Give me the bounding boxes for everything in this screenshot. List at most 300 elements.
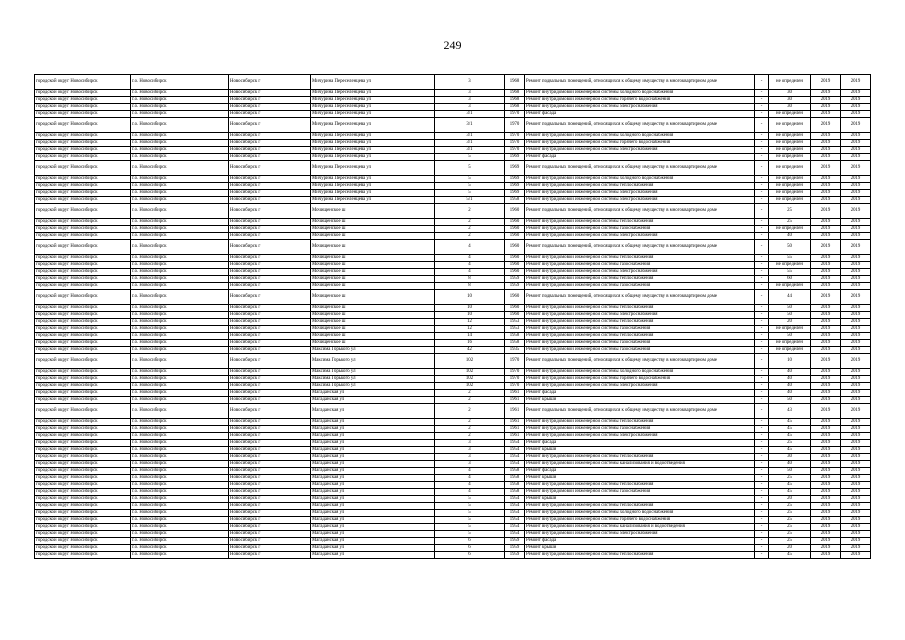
- locality-cell: Новосибирск г: [229, 376, 311, 383]
- table-row: [35, 461, 871, 468]
- municipal-district-cell: городской округ Новосибирск: [35, 183, 131, 190]
- municipal-district-cell: городской округ Новосибирск: [35, 204, 131, 219]
- locality-cell: Новосибирск г: [229, 111, 311, 118]
- plan-year-cell: 2019: [811, 496, 841, 503]
- house-number-cell: 2: [435, 433, 505, 440]
- plan-year-end-cell: 2019: [841, 468, 871, 475]
- plan-year-cell: 2019: [811, 404, 841, 419]
- locality-cell: Новосибирск г: [229, 312, 311, 319]
- locality-cell: Новосибирск г: [229, 354, 311, 369]
- work-type-cell: Ремонт внутридомовой инженерной системы канализования и водоотведения: [525, 461, 755, 468]
- municipal-district-cell: городской округ Новосибирск: [35, 276, 131, 283]
- settlement-cell: г.о. Новосибирск: [131, 233, 229, 240]
- work-type-cell: Ремонт внутридомовой инженерной системы электроснабжения: [525, 197, 755, 204]
- table-row: [35, 397, 871, 404]
- build-year-cell: 1960: [505, 226, 525, 233]
- house-number-cell: 5: [435, 154, 505, 161]
- table-row: [35, 219, 871, 226]
- plan-year-end-cell: 2019: [841, 390, 871, 397]
- work-type-cell: Ремонт фасада: [525, 154, 755, 161]
- municipal-district-cell: городской округ Новосибирск: [35, 226, 131, 233]
- build-year-cell: 1961: [505, 419, 525, 426]
- repair-schedule-table: [34, 74, 871, 559]
- plan-year-cell: 2019: [811, 447, 841, 454]
- plan-year-end-cell: 2019: [841, 305, 871, 312]
- settlement-cell: г.о. Новосибирск: [131, 269, 229, 276]
- wear-cell: 25: [769, 475, 811, 482]
- plan-year-cell: 2019: [811, 482, 841, 489]
- house-number-cell: 10: [435, 290, 505, 305]
- dash-cell: -: [755, 333, 769, 340]
- street-cell: Магаданская ул: [311, 440, 435, 447]
- build-year-cell: 1954: [505, 447, 525, 454]
- wear-cell: не определен: [769, 340, 811, 347]
- table-row: [35, 369, 871, 376]
- plan-year-cell: 2019: [811, 489, 841, 496]
- settlement-cell: г.о. Новосибирск: [131, 376, 229, 383]
- settlement-cell: г.о. Новосибирск: [131, 397, 229, 404]
- street-cell: Магаданская ул: [311, 426, 435, 433]
- plan-year-end-cell: 2019: [841, 333, 871, 340]
- build-year-cell: 1968: [505, 104, 525, 111]
- street-cell: Мочищенское ш: [311, 305, 435, 312]
- municipal-district-cell: городской округ Новосибирск: [35, 233, 131, 240]
- house-number-cell: 4: [435, 255, 505, 262]
- plan-year-cell: 2019: [811, 133, 841, 140]
- street-cell: Мочищенское ш: [311, 204, 435, 219]
- plan-year-end-cell: 2019: [841, 140, 871, 147]
- build-year-cell: 1960: [505, 219, 525, 226]
- plan-year-cell: 2019: [811, 397, 841, 404]
- table-row: [35, 482, 871, 489]
- plan-year-end-cell: 2019: [841, 75, 871, 90]
- plan-year-end-cell: 2019: [841, 283, 871, 290]
- plan-year-cell: 2019: [811, 333, 841, 340]
- locality-cell: Новосибирск г: [229, 397, 311, 404]
- plan-year-end-cell: 2019: [841, 183, 871, 190]
- dash-cell: -: [755, 262, 769, 269]
- wear-cell: 30: [769, 104, 811, 111]
- build-year-cell: 1970: [505, 369, 525, 376]
- plan-year-end-cell: 2019: [841, 276, 871, 283]
- street-cell: Магаданская ул: [311, 468, 435, 475]
- dash-cell: -: [755, 340, 769, 347]
- house-number-cell: 3/1: [435, 147, 505, 154]
- table-row: [35, 204, 871, 219]
- table-row: [35, 426, 871, 433]
- table-row: [35, 283, 871, 290]
- work-type-cell: Ремонт внутридомовой инженерной системы электроснабжения: [525, 233, 755, 240]
- work-type-cell: Ремонт подвальных помещений, относящихся к общему имуществу в многоквартирном доме: [525, 240, 755, 255]
- settlement-cell: г.о. Новосибирск: [131, 133, 229, 140]
- settlement-cell: г.о. Новосибирск: [131, 517, 229, 524]
- settlement-cell: г.о. Новосибирск: [131, 496, 229, 503]
- wear-cell: 25: [769, 538, 811, 545]
- house-number-cell: 2: [435, 419, 505, 426]
- build-year-cell: 1970: [505, 140, 525, 147]
- locality-cell: Новосибирск г: [229, 154, 311, 161]
- plan-year-cell: 2019: [811, 383, 841, 390]
- house-number-cell: 4: [435, 240, 505, 255]
- house-number-cell: 3: [435, 97, 505, 104]
- work-type-cell: Ремонт внутридомовой инженерной системы газоснабжения: [525, 283, 755, 290]
- locality-cell: Новосибирск г: [229, 496, 311, 503]
- settlement-cell: г.о. Новосибирск: [131, 510, 229, 517]
- settlement-cell: г.о. Новосибирск: [131, 183, 229, 190]
- dash-cell: -: [755, 190, 769, 197]
- locality-cell: Новосибирск г: [229, 538, 311, 545]
- work-type-cell: Ремонт внутридомовой инженерной системы холодного водоснабжения: [525, 369, 755, 376]
- plan-year-cell: 2019: [811, 147, 841, 154]
- settlement-cell: г.о. Новосибирск: [131, 545, 229, 552]
- municipal-district-cell: городской округ Новосибирск: [35, 524, 131, 531]
- work-type-cell: Ремонт внутридомовой инженерной системы теплоснабжения: [525, 255, 755, 262]
- municipal-district-cell: городской округ Новосибирск: [35, 161, 131, 176]
- wear-cell: 40: [769, 461, 811, 468]
- plan-year-cell: 2019: [811, 176, 841, 183]
- dash-cell: -: [755, 531, 769, 538]
- table-row: [35, 538, 871, 545]
- table-row: [35, 147, 871, 154]
- plan-year-cell: 2019: [811, 340, 841, 347]
- table-row: [35, 383, 871, 390]
- wear-cell: 45: [769, 447, 811, 454]
- table-row: [35, 496, 871, 503]
- settlement-cell: г.о. Новосибирск: [131, 468, 229, 475]
- locality-cell: Новосибирск г: [229, 90, 311, 97]
- build-year-cell: 1954: [505, 531, 525, 538]
- plan-year-end-cell: 2019: [841, 290, 871, 305]
- plan-year-end-cell: 2019: [841, 319, 871, 326]
- street-cell: Магаданская ул: [311, 404, 435, 419]
- house-number-cell: 102: [435, 383, 505, 390]
- wear-cell: 45: [769, 552, 811, 559]
- municipal-district-cell: городской округ Новосибирск: [35, 118, 131, 133]
- municipal-district-cell: городской округ Новосибирск: [35, 468, 131, 475]
- settlement-cell: г.о. Новосибирск: [131, 118, 229, 133]
- dash-cell: -: [755, 347, 769, 354]
- street-cell: Мичурина Переселенцева ул: [311, 97, 435, 104]
- locality-cell: Новосибирск г: [229, 510, 311, 517]
- work-type-cell: Ремонт внутридомовой инженерной системы теплоснабжения: [525, 552, 755, 559]
- plan-year-end-cell: 2019: [841, 226, 871, 233]
- wear-cell: не определен: [769, 190, 811, 197]
- plan-year-end-cell: 2019: [841, 510, 871, 517]
- dash-cell: -: [755, 354, 769, 369]
- settlement-cell: г.о. Новосибирск: [131, 383, 229, 390]
- wear-cell: 43: [769, 404, 811, 419]
- wear-cell: не определен: [769, 140, 811, 147]
- locality-cell: Новосибирск г: [229, 147, 311, 154]
- house-number-cell: 3: [435, 447, 505, 454]
- dash-cell: -: [755, 538, 769, 545]
- wear-cell: 20: [769, 545, 811, 552]
- plan-year-cell: 2019: [811, 104, 841, 111]
- table-row: [35, 312, 871, 319]
- wear-cell: 40: [769, 369, 811, 376]
- wear-cell: 60: [769, 276, 811, 283]
- table-row: [35, 404, 871, 419]
- wear-cell: 40: [769, 233, 811, 240]
- locality-cell: Новосибирск г: [229, 176, 311, 183]
- municipal-district-cell: городской округ Новосибирск: [35, 290, 131, 305]
- house-number-cell: 3/1: [435, 118, 505, 133]
- dash-cell: -: [755, 133, 769, 140]
- street-cell: Мочищенское ш: [311, 333, 435, 340]
- build-year-cell: 1969: [505, 161, 525, 176]
- table-row: [35, 376, 871, 383]
- plan-year-end-cell: 2019: [841, 503, 871, 510]
- municipal-district-cell: городской округ Новосибирск: [35, 326, 131, 333]
- street-cell: Мочищенское ш: [311, 283, 435, 290]
- street-cell: Мочищенское ш: [311, 255, 435, 262]
- street-cell: Магаданская ул: [311, 545, 435, 552]
- locality-cell: Новосибирск г: [229, 104, 311, 111]
- house-number-cell: 5: [435, 496, 505, 503]
- plan-year-cell: 2019: [811, 440, 841, 447]
- locality-cell: Новосибирск г: [229, 340, 311, 347]
- settlement-cell: г.о. Новосибирск: [131, 419, 229, 426]
- settlement-cell: г.о. Новосибирск: [131, 283, 229, 290]
- dash-cell: -: [755, 226, 769, 233]
- plan-year-end-cell: 2019: [841, 376, 871, 383]
- municipal-district-cell: городской округ Новосибирск: [35, 433, 131, 440]
- settlement-cell: г.о. Новосибирск: [131, 333, 229, 340]
- work-type-cell: Ремонт крыши: [525, 496, 755, 503]
- dash-cell: -: [755, 90, 769, 97]
- street-cell: Мичурина Переселенцева ул: [311, 104, 435, 111]
- plan-year-end-cell: 2019: [841, 552, 871, 559]
- table-row: [35, 154, 871, 161]
- table-row: [35, 140, 871, 147]
- wear-cell: 25: [769, 510, 811, 517]
- municipal-district-cell: городской округ Новосибирск: [35, 419, 131, 426]
- work-type-cell: Ремонт внутридомовой инженерной системы канализования и водоотведения: [525, 524, 755, 531]
- settlement-cell: г.о. Новосибирск: [131, 140, 229, 147]
- work-type-cell: Ремонт крыши: [525, 397, 755, 404]
- plan-year-cell: 2019: [811, 376, 841, 383]
- plan-year-end-cell: 2019: [841, 404, 871, 419]
- locality-cell: Новосибирск г: [229, 475, 311, 482]
- build-year-cell: 1970: [505, 147, 525, 154]
- street-cell: Мичурина Переселенцева ул: [311, 118, 435, 133]
- work-type-cell: Ремонт внутридомовой инженерной системы теплоснабжения: [525, 276, 755, 283]
- dash-cell: -: [755, 468, 769, 475]
- street-cell: Мичурина Переселенцева ул: [311, 75, 435, 90]
- settlement-cell: г.о. Новосибирск: [131, 176, 229, 183]
- municipal-district-cell: городской округ Новосибирск: [35, 383, 131, 390]
- build-year-cell: 1969: [505, 154, 525, 161]
- street-cell: Магаданская ул: [311, 397, 435, 404]
- municipal-district-cell: городской округ Новосибирск: [35, 538, 131, 545]
- settlement-cell: г.о. Новосибирск: [131, 489, 229, 496]
- street-cell: Мочищенское ш: [311, 319, 435, 326]
- plan-year-end-cell: 2019: [841, 262, 871, 269]
- work-type-cell: Ремонт внутридомовой инженерной системы электроснабжения: [525, 312, 755, 319]
- dash-cell: -: [755, 276, 769, 283]
- table-row: [35, 226, 871, 233]
- dash-cell: -: [755, 204, 769, 219]
- street-cell: Магаданская ул: [311, 454, 435, 461]
- dash-cell: -: [755, 376, 769, 383]
- municipal-district-cell: городской округ Новосибирск: [35, 319, 131, 326]
- wear-cell: 25: [769, 204, 811, 219]
- table-row: [35, 176, 871, 183]
- work-type-cell: Ремонт подвальных помещений, относящихся к общему имуществу в многоквартирном доме: [525, 404, 755, 419]
- plan-year-end-cell: 2019: [841, 489, 871, 496]
- street-cell: Мочищенское ш: [311, 219, 435, 226]
- dash-cell: -: [755, 482, 769, 489]
- plan-year-cell: 2019: [811, 347, 841, 354]
- plan-year-end-cell: 2019: [841, 524, 871, 531]
- build-year-cell: 1960: [505, 290, 525, 305]
- table-row: [35, 524, 871, 531]
- work-type-cell: Ремонт фасада: [525, 111, 755, 118]
- wear-cell: 45: [769, 482, 811, 489]
- dash-cell: -: [755, 397, 769, 404]
- street-cell: Магаданская ул: [311, 510, 435, 517]
- plan-year-end-cell: 2019: [841, 419, 871, 426]
- wear-cell: не определен: [769, 133, 811, 140]
- house-number-cell: 5: [435, 176, 505, 183]
- locality-cell: Новосибирск г: [229, 326, 311, 333]
- locality-cell: Новосибирск г: [229, 369, 311, 376]
- dash-cell: -: [755, 75, 769, 90]
- plan-year-end-cell: 2019: [841, 440, 871, 447]
- plan-year-end-cell: 2019: [841, 133, 871, 140]
- settlement-cell: г.о. Новосибирск: [131, 354, 229, 369]
- municipal-district-cell: городской округ Новосибирск: [35, 475, 131, 482]
- municipal-district-cell: городской округ Новосибирск: [35, 154, 131, 161]
- locality-cell: Новосибирск г: [229, 161, 311, 176]
- plan-year-end-cell: 2019: [841, 426, 871, 433]
- work-type-cell: Ремонт внутридомовой инженерной системы теплоснабжения: [525, 454, 755, 461]
- municipal-district-cell: городской округ Новосибирск: [35, 545, 131, 552]
- street-cell: Мочищенское ш: [311, 233, 435, 240]
- dash-cell: -: [755, 454, 769, 461]
- locality-cell: Новосибирск г: [229, 454, 311, 461]
- dash-cell: -: [755, 197, 769, 204]
- build-year-cell: 1958: [505, 482, 525, 489]
- work-type-cell: Ремонт внутридомовой инженерной системы электроснабжения: [525, 269, 755, 276]
- house-number-cell: 4: [435, 482, 505, 489]
- house-number-cell: 3: [435, 461, 505, 468]
- municipal-district-cell: городской округ Новосибирск: [35, 440, 131, 447]
- work-type-cell: Ремонт подвальных помещений, относящихся к общему имуществу в многоквартирном доме: [525, 118, 755, 133]
- plan-year-end-cell: 2019: [841, 369, 871, 376]
- municipal-district-cell: городской округ Новосибирск: [35, 397, 131, 404]
- wear-cell: 25: [769, 524, 811, 531]
- dash-cell: -: [755, 283, 769, 290]
- house-number-cell: 2: [435, 219, 505, 226]
- house-number-cell: 102: [435, 369, 505, 376]
- build-year-cell: 1970: [505, 383, 525, 390]
- settlement-cell: г.о. Новосибирск: [131, 426, 229, 433]
- municipal-district-cell: городской округ Новосибирск: [35, 219, 131, 226]
- wear-cell: не определен: [769, 347, 811, 354]
- table-row: [35, 319, 871, 326]
- dash-cell: -: [755, 404, 769, 419]
- build-year-cell: 1970: [505, 118, 525, 133]
- settlement-cell: г.о. Новосибирск: [131, 219, 229, 226]
- municipal-district-cell: городской округ Новосибирск: [35, 176, 131, 183]
- dash-cell: -: [755, 219, 769, 226]
- wear-cell: 44: [769, 290, 811, 305]
- wear-cell: 50: [769, 397, 811, 404]
- street-cell: Максима Горького ул: [311, 383, 435, 390]
- work-type-cell: Ремонт фасада: [525, 468, 755, 475]
- wear-cell: 45: [769, 433, 811, 440]
- plan-year-cell: 2019: [811, 433, 841, 440]
- table-row: [35, 197, 871, 204]
- plan-year-cell: 2019: [811, 369, 841, 376]
- plan-year-cell: 2019: [811, 240, 841, 255]
- dash-cell: -: [755, 326, 769, 333]
- table-row: [35, 545, 871, 552]
- table-row: [35, 240, 871, 255]
- dash-cell: -: [755, 176, 769, 183]
- plan-year-cell: 2019: [811, 524, 841, 531]
- wear-cell: 20: [769, 496, 811, 503]
- street-cell: Мичурина Переселенцева ул: [311, 147, 435, 154]
- dash-cell: -: [755, 140, 769, 147]
- plan-year-cell: 2019: [811, 75, 841, 90]
- wear-cell: 30: [769, 454, 811, 461]
- table-row: [35, 390, 871, 397]
- wear-cell: 25: [769, 531, 811, 538]
- settlement-cell: г.о. Новосибирск: [131, 255, 229, 262]
- house-number-cell: 6: [435, 552, 505, 559]
- wear-cell: 45: [769, 489, 811, 496]
- work-type-cell: Ремонт внутридомовой инженерной системы газоснабжения: [525, 426, 755, 433]
- house-number-cell: 3: [435, 75, 505, 90]
- plan-year-cell: 2019: [811, 255, 841, 262]
- house-number-cell: 3/1: [435, 140, 505, 147]
- wear-cell: 40: [769, 376, 811, 383]
- plan-year-end-cell: 2019: [841, 118, 871, 133]
- plan-year-end-cell: 2019: [841, 197, 871, 204]
- table-row: [35, 276, 871, 283]
- dash-cell: -: [755, 269, 769, 276]
- plan-year-cell: 2019: [811, 312, 841, 319]
- build-year-cell: 1954: [505, 440, 525, 447]
- plan-year-cell: 2019: [811, 290, 841, 305]
- settlement-cell: г.о. Новосибирск: [131, 319, 229, 326]
- work-type-cell: Ремонт подвальных помещений, относящихся к общему имуществу в многоквартирном доме: [525, 75, 755, 90]
- house-number-cell: 16: [435, 340, 505, 347]
- wear-cell: 10: [769, 354, 811, 369]
- locality-cell: Новосибирск г: [229, 333, 311, 340]
- street-cell: Максима Горького ул: [311, 369, 435, 376]
- work-type-cell: Ремонт внутридомовой инженерной системы теплоснабжения: [525, 419, 755, 426]
- wear-cell: не определен: [769, 262, 811, 269]
- build-year-cell: 1954: [505, 503, 525, 510]
- table-row: [35, 333, 871, 340]
- settlement-cell: г.о. Новосибирск: [131, 262, 229, 269]
- plan-year-cell: 2019: [811, 161, 841, 176]
- plan-year-cell: 2019: [811, 219, 841, 226]
- settlement-cell: г.о. Новосибирск: [131, 390, 229, 397]
- plan-year-cell: 2019: [811, 276, 841, 283]
- locality-cell: Новосибирск г: [229, 305, 311, 312]
- locality-cell: Новосибирск г: [229, 233, 311, 240]
- table-row: [35, 255, 871, 262]
- settlement-cell: г.о. Новосибирск: [131, 447, 229, 454]
- plan-year-cell: 2019: [811, 233, 841, 240]
- page-number: 249: [443, 38, 462, 52]
- build-year-cell: 1960: [505, 269, 525, 276]
- municipal-district-cell: городской округ Новосибирск: [35, 552, 131, 559]
